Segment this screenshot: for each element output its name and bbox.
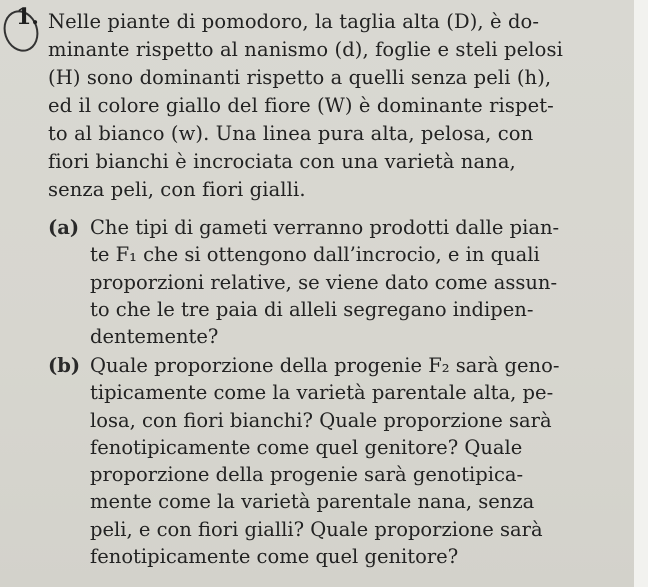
- question-part-b: [48, 352, 618, 570]
- part-b-line: fenotipicamente come quel genitore? Quale: [90, 435, 523, 459]
- intro-line: to al bianco (w). Una linea pura alta, pelosa, con: [48, 122, 534, 145]
- part-b-line: proporzione della progenie sarà genotipica-: [90, 463, 524, 487]
- part-b-line: Quale proporzione della progenie F₂ sarà geno-: [90, 354, 560, 377]
- part-b-line: fenotipicamente come quel genitore?: [90, 545, 459, 569]
- intro-line: fiori bianchi è incrociata con una varietà nana,: [48, 150, 516, 173]
- part-b-text: [90, 352, 618, 570]
- part-b-label: (b): [48, 354, 81, 377]
- part-a-line: to che le tre paia di alleli segregano indipen-: [90, 297, 534, 321]
- problem-intro: [48, 8, 618, 204]
- intro-line: minante rispetto al nanismo (d), foglie e steli pelosi: [48, 38, 563, 61]
- part-a-line: te F₁ che si ottengono dall’incrocio, e in quali: [90, 243, 540, 267]
- problem-number: 1.: [16, 4, 39, 30]
- problem-number-badge: [2, 4, 42, 56]
- part-a-line: Che tipi di gameti verranno prodotti dalle pian-: [90, 216, 560, 239]
- intro-line: Nelle piante di pomodoro, la taglia alta (D), è do-: [48, 10, 540, 33]
- intro-line: ed il colore giallo del fiore (W) è dominante rispet-: [48, 94, 554, 117]
- intro-line: senza peli, con fiori gialli.: [48, 178, 306, 201]
- part-b-line: tipicamente come la varietà parentale alta, pe-: [90, 381, 554, 405]
- question-part-a: [48, 214, 618, 350]
- part-a-line: proporzioni relative, se viene dato come assun-: [90, 270, 558, 294]
- part-a-label: (a): [48, 216, 80, 239]
- part-a-line: dentemente?: [90, 325, 219, 349]
- part-b-line: losa, con fiori bianchi? Quale proporzione sarà: [90, 408, 552, 432]
- part-a-text: [90, 214, 618, 350]
- part-b-line: mente come la varietà parentale nana, senza: [90, 490, 535, 514]
- intro-line: (H) sono dominanti rispetto a quelli senza peli (h),: [48, 66, 552, 89]
- part-b-line: peli, e con fiori gialli? Quale proporzione sarà: [90, 517, 543, 541]
